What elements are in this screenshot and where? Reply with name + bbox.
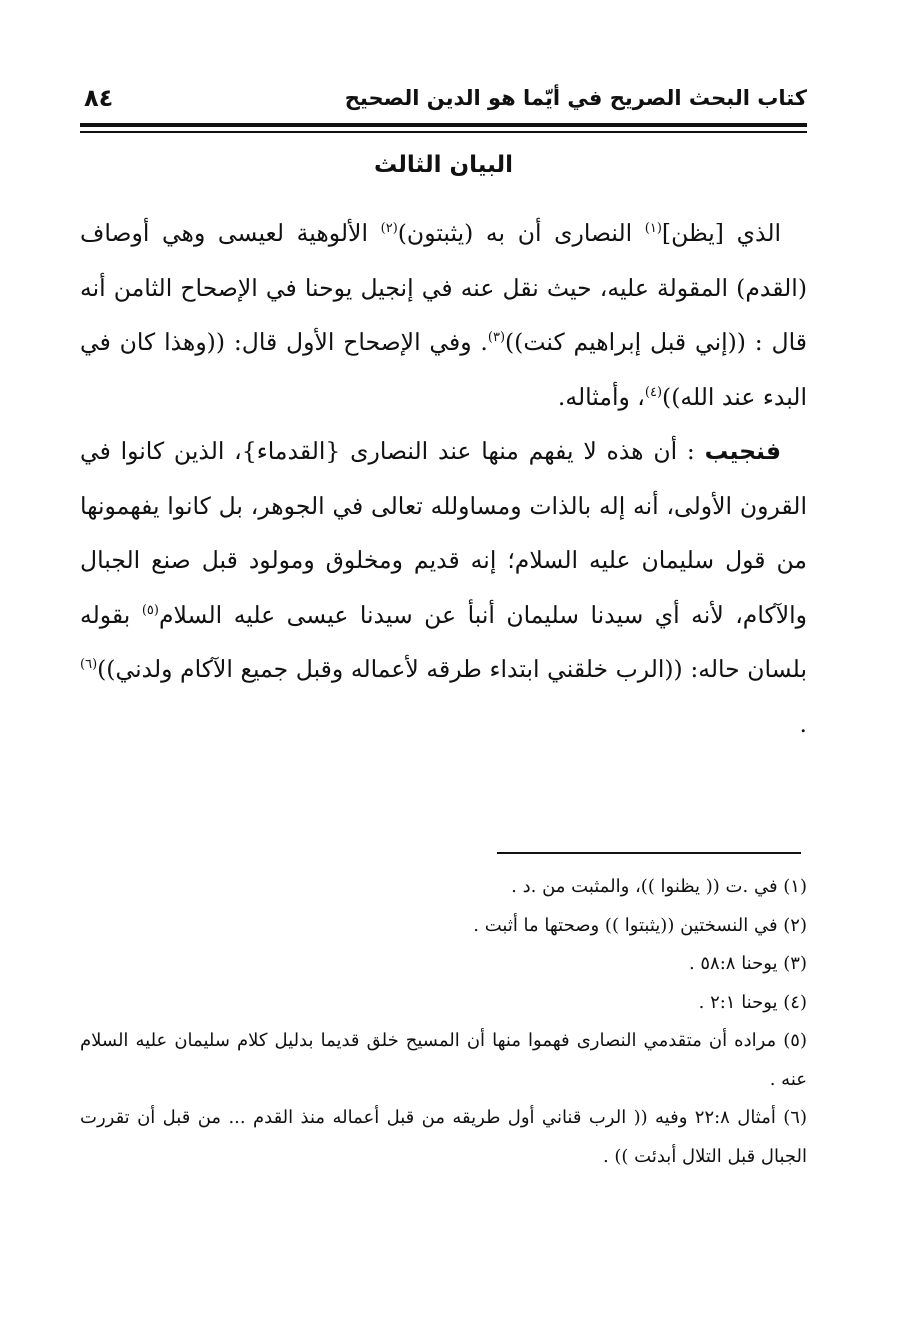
header-rule-thick (80, 123, 807, 127)
main-text (80, 206, 807, 751)
paragraph-1 (80, 206, 807, 424)
footnote-1: (١) في .ت (( يظنوا ))، والمثبت من .د . (511, 876, 807, 897)
text-run: الذي [يظن] (661, 219, 782, 247)
book-title: كتاب البحث الصريح في أيّما هو الدين الصحيح (344, 86, 807, 110)
running-header (80, 80, 807, 120)
footnote-3: (٣) يوحنا ٥٨:٨ . (688, 953, 807, 974)
footnote-ref-6: (٦) (80, 657, 98, 673)
text-run: : أن هذه لا يفهم منها عند النصارى {القدماء}، الذين كانوا في القرون الأولى، أنه إله بالذات ومساولله تعالى في الجوهر، بل كانوا يفهمونها من قول سليمان عليه السلام؛ إنه قديم ومخلوق ومولود قبل صنع الجبال والآكام، لأنه أي سيدنا سليمان أنبأ عن سيدنا عيسى عليه السلام (80, 437, 807, 629)
text-run: . (799, 709, 807, 738)
footnote-6: (٦) أمثال ٢٢:٨ وفيه (( الرب قناني أول طريقه من قبل أعماله منذ القدم ... من قبل أن تقررت الجبال قبل التلال أبدئت )) . (80, 1107, 807, 1167)
text-run: النصارى أن به (يثبتون) (397, 219, 645, 247)
footnote-2: (٢) في النسختين ((يثبتوا )) وصحتها ما أثبت . (473, 914, 807, 936)
footnote-separator (497, 852, 801, 854)
page-number: ٨٤ (84, 84, 114, 112)
footnotes (80, 868, 807, 1176)
text-run: بقوله بلسان حاله: ((الرب خلقني ابتداء طرقه لأعماله وقبل جميع الآكام ولدني)) (80, 600, 807, 683)
section-title: البيان الثالث (373, 152, 514, 178)
paragraph-2 (80, 424, 807, 751)
text-run: ، وأمثاله. (557, 382, 645, 411)
text-run: . وفي الإصحاح الأول قال: ((وهذا كان في البدء عند الله)) (80, 328, 807, 411)
text-run: الألوهية لعيسى وهي أوصاف (القدم) المقولة عليه، حيث نقل عنه في إنجيل يوحنا في الإصحاح الثامن أنه قال : ((إني قبل إبراهيم كنت)) (80, 219, 807, 356)
footnote-ref-5: (٥) (141, 602, 159, 618)
footnote-5: (٥) مراده أن متقدمي النصارى فهموا منها أن المسيح خلق قديما بدليل كلام سليمان عليه السلام عنه . (80, 1030, 807, 1090)
footnote-ref-1: (١) (644, 221, 662, 237)
footnote-ref-4: (٤) (644, 384, 663, 400)
paragraph-lead-word: فنجيب (704, 437, 781, 465)
footnote-4: (٤) يوحنا ٢:١ . (698, 991, 807, 1013)
footnote-ref-2: (٢) (380, 221, 398, 237)
header-rule-thin (80, 131, 807, 133)
footnote-ref-3: (٣) (487, 330, 506, 346)
